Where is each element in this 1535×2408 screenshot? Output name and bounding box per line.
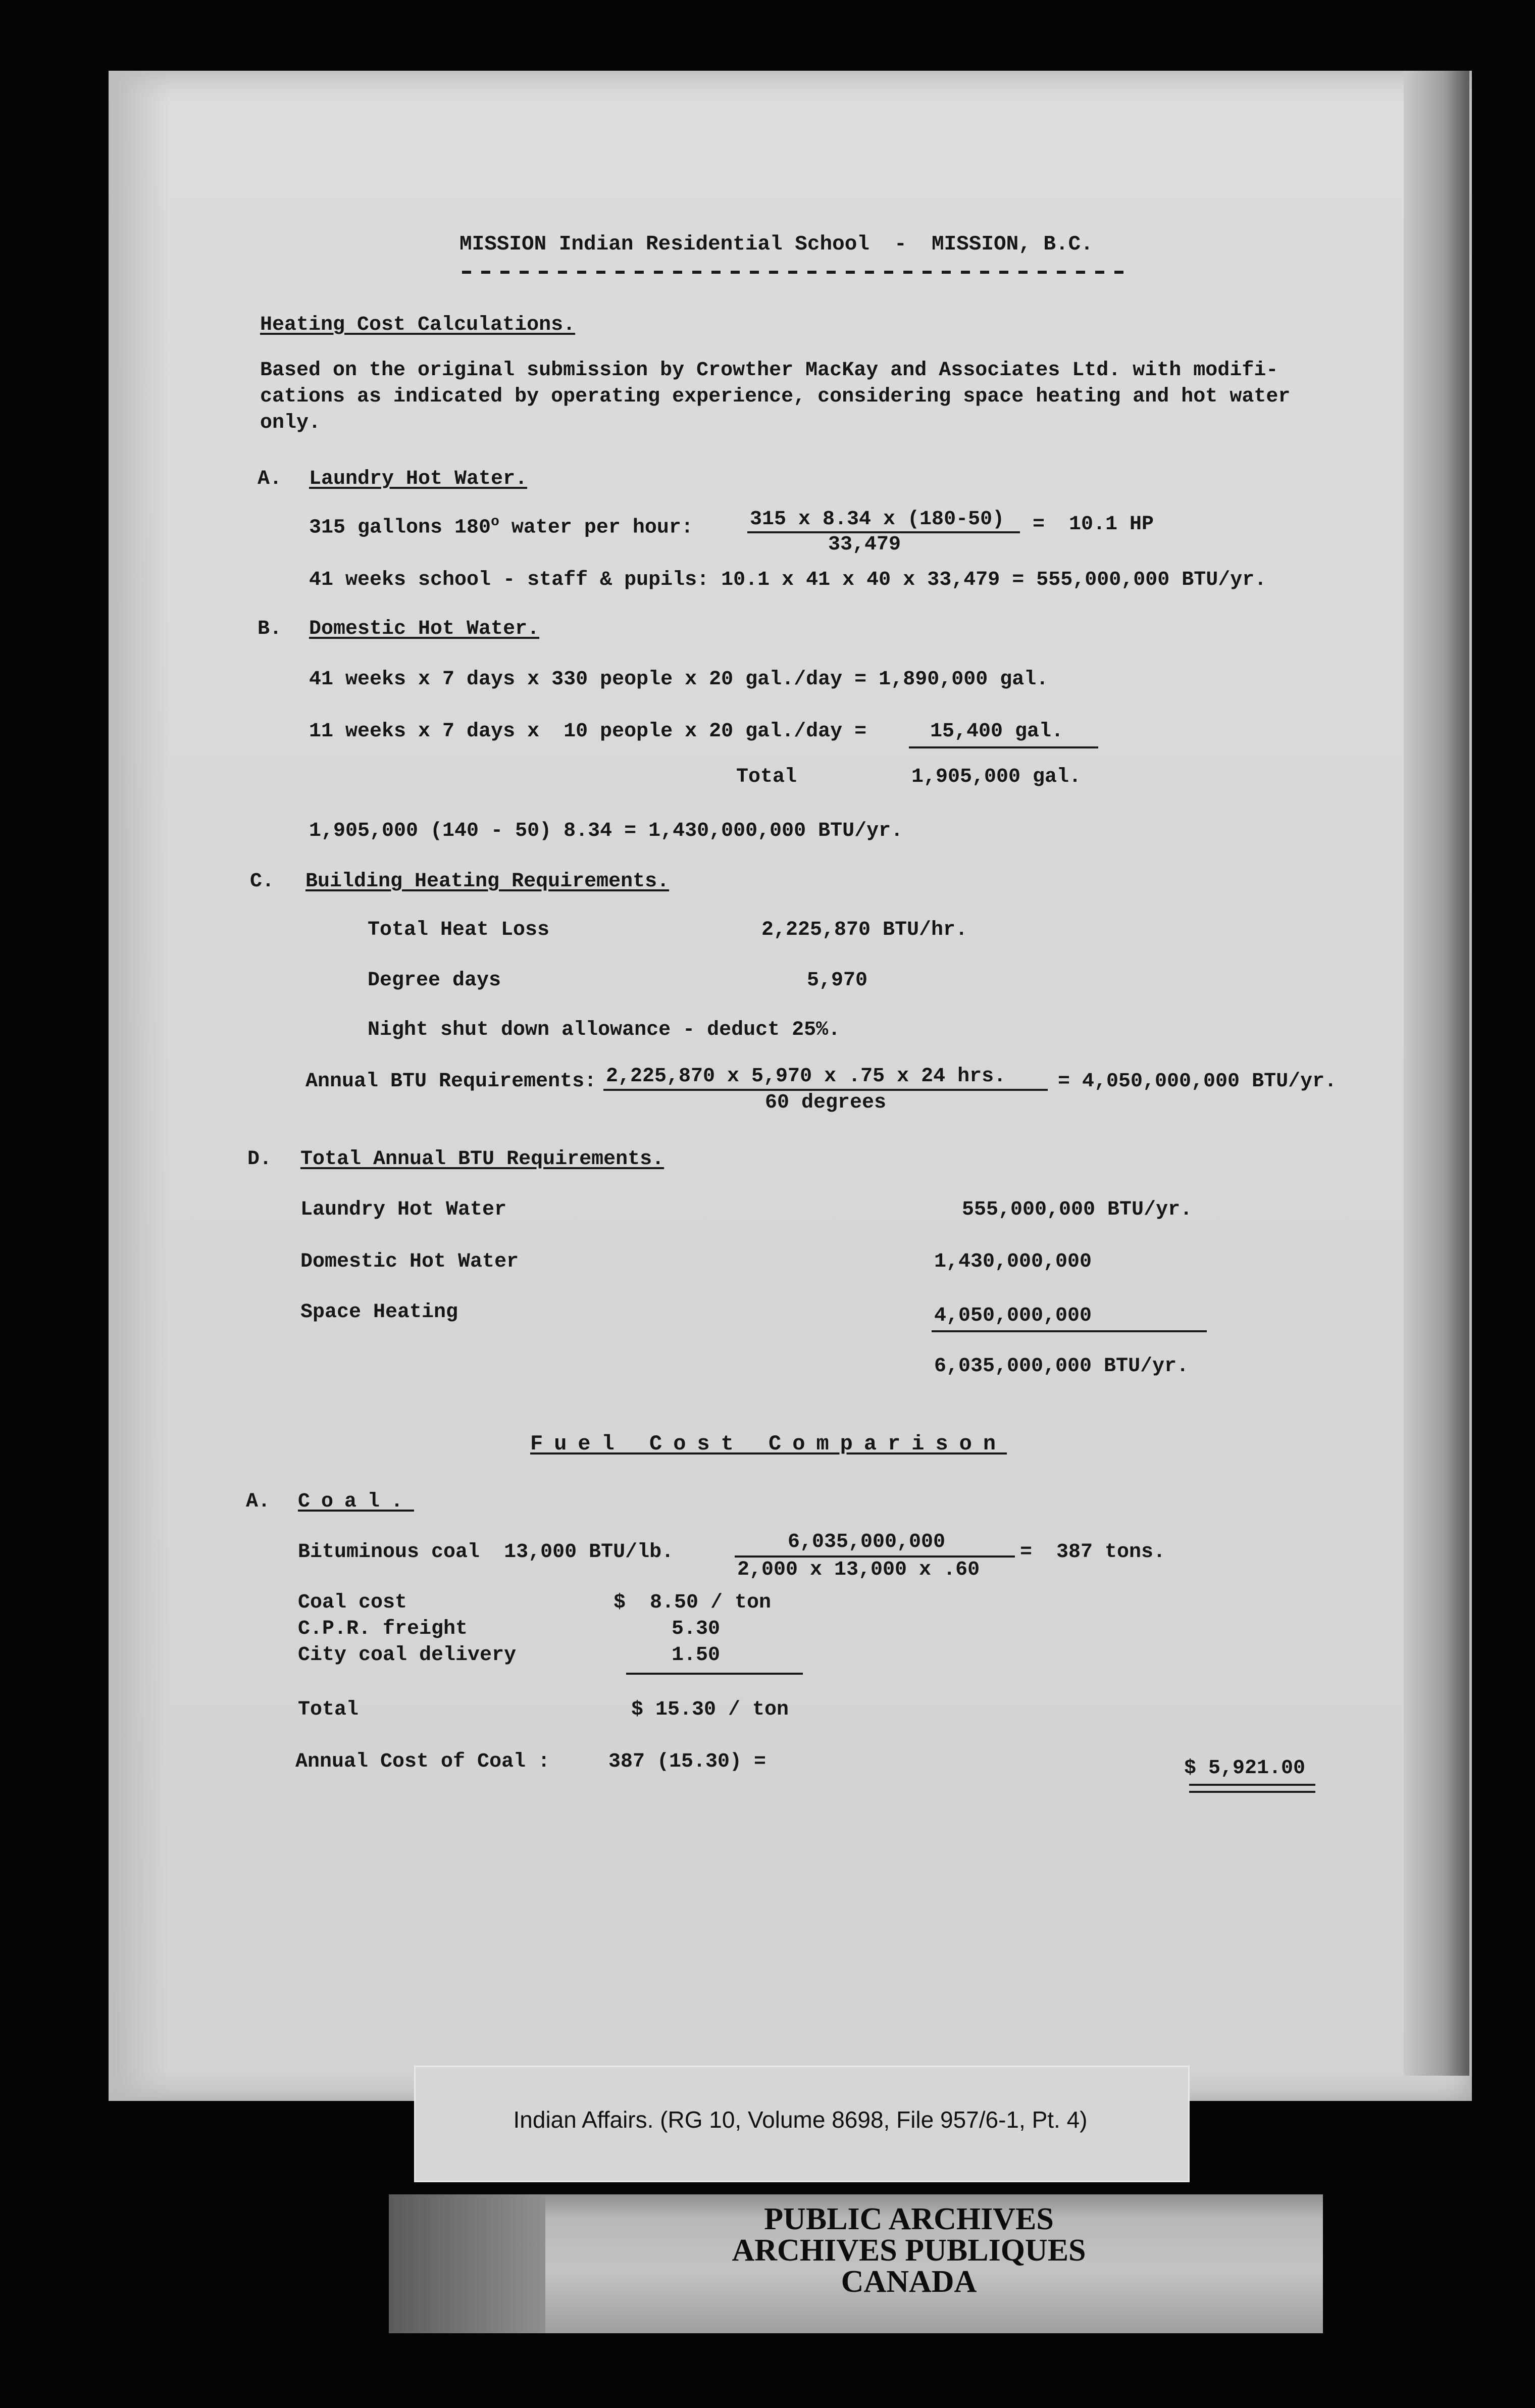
coal-section-title: Coal. bbox=[298, 1490, 415, 1513]
laundry-numerator: 315 x 8.34 x (180-50) bbox=[750, 508, 1005, 531]
section-d-letter: D. bbox=[247, 1148, 272, 1171]
annual-coal-label: Annual Cost of Coal : bbox=[295, 1750, 550, 1773]
annual-coal-value: $ 5,921.00 bbox=[1184, 1757, 1306, 1780]
laundry-line-2: 41 weeks school - staff & pupils: 10.1 x 41 x 40 x 33,479 = 555,000,000 BTU/yr. bbox=[309, 569, 1267, 591]
domestic-line-2: 11 weeks x 7 days x 10 people x 20 gal./day = bbox=[309, 720, 867, 743]
coal-cost-value: 1.50 bbox=[672, 1644, 721, 1667]
archive-stamp-line-1: PUBLIC ARCHIVES bbox=[764, 2202, 1054, 2236]
page-left-shadow bbox=[109, 71, 169, 2101]
annual-coal-formula: 387 (15.30) = bbox=[608, 1750, 766, 1773]
archive-strip-shadow bbox=[389, 2194, 545, 2333]
coal-section-letter: A. bbox=[246, 1490, 271, 1513]
archive-stamp-line-3: CANADA bbox=[841, 2265, 977, 2299]
coal-cost-sum-rule bbox=[626, 1673, 803, 1675]
fuel-cost-title: Fuel Cost Comparison bbox=[530, 1432, 1007, 1456]
total-row-label: Laundry Hot Water bbox=[300, 1198, 507, 1221]
coal-total-value: $ 15.30 / ton bbox=[631, 1698, 789, 1721]
coal-cost-value: $ 8.50 / ton bbox=[613, 1591, 772, 1614]
grand-total-rule bbox=[932, 1330, 1207, 1332]
domestic-line-2-value: 15,400 gal. bbox=[930, 720, 1064, 743]
annual-btu-label: Annual BTU Requirements: bbox=[305, 1070, 597, 1093]
total-row-label: Space Heating bbox=[300, 1301, 458, 1324]
coal-total-label: Total bbox=[298, 1698, 359, 1721]
section-title: Heating Cost Calculations. bbox=[260, 314, 576, 336]
total-row-value: 555,000,000 BTU/yr. bbox=[962, 1198, 1193, 1221]
annual-coal-double-rule bbox=[1189, 1784, 1315, 1793]
intro-line-1: Based on the original submission by Crowther MacKay and Associates Ltd. with modifi- bbox=[260, 359, 1278, 382]
coal-cost-value: 5.30 bbox=[672, 1618, 721, 1640]
bituminous-label: Bituminous coal 13,000 BTU/lb. bbox=[298, 1541, 674, 1564]
coal-fraction-bar bbox=[735, 1556, 1015, 1558]
coal-numerator: 6,035,000,000 bbox=[788, 1531, 946, 1553]
domestic-sum-rule bbox=[909, 746, 1098, 748]
section-d-title: Total Annual BTU Requirements. bbox=[300, 1148, 664, 1171]
coal-cost-label: City coal delivery bbox=[298, 1644, 517, 1667]
night-shutdown: Night shut down allowance - deduct 25%. bbox=[368, 1019, 841, 1041]
domestic-line-4: 1,905,000 (140 - 50) 8.34 = 1,430,000,000 BTU/yr. bbox=[309, 820, 903, 842]
section-b-title: Domestic Hot Water. bbox=[309, 618, 540, 640]
coal-cost-label: Coal cost bbox=[298, 1591, 407, 1614]
section-b-letter: B. bbox=[258, 618, 282, 640]
coal-cost-label: C.P.R. freight bbox=[298, 1618, 468, 1640]
section-a-title: Laundry Hot Water. bbox=[309, 468, 528, 490]
laundry-denominator: 33,479 bbox=[828, 533, 901, 556]
laundry-line-1-label: 315 gallons 180$^o$ water per hour: bbox=[309, 514, 693, 539]
heat-loss-value: 2,225,870 BTU/hr. bbox=[761, 919, 968, 941]
laundry-result: = 10.1 HP bbox=[1033, 513, 1154, 536]
coal-denominator: 2,000 x 13,000 x .60 bbox=[737, 1559, 980, 1581]
page-right-edge bbox=[1404, 71, 1469, 2076]
heat-loss-label: Total Heat Loss bbox=[368, 919, 550, 941]
domestic-total-value: 1,905,000 gal. bbox=[911, 766, 1082, 788]
grand-total-value: 6,035,000,000 BTU/yr. bbox=[934, 1355, 1189, 1378]
degree-days-value: 5,970 bbox=[807, 969, 868, 992]
reference-label: Indian Affairs. (RG 10, Volume 8698, File 957/6-1, Pt. 4) bbox=[513, 2106, 1088, 2133]
domestic-line-1: 41 weeks x 7 days x 330 people x 20 gal./day = 1,890,000 gal. bbox=[309, 668, 1049, 691]
coal-tons-result: = 387 tons. bbox=[1020, 1541, 1166, 1564]
total-row-value: 1,430,000,000 bbox=[934, 1250, 1092, 1273]
degree-days-label: Degree days bbox=[368, 969, 501, 992]
annual-btu-numerator: 2,225,870 x 5,970 x .75 x 24 hrs. bbox=[606, 1065, 1006, 1088]
section-c-title: Building Heating Requirements. bbox=[305, 870, 670, 893]
archive-stamp-line-2: ARCHIVES PUBLIQUES bbox=[732, 2233, 1086, 2268]
domestic-total-label: Total bbox=[736, 766, 797, 788]
section-a-letter: A. bbox=[258, 468, 282, 490]
document-header: MISSION Indian Residential School - MISSION, B.C. bbox=[459, 233, 1093, 256]
intro-line-3: only. bbox=[260, 412, 321, 434]
section-c-letter: C. bbox=[250, 870, 275, 893]
annual-btu-result: = 4,050,000,000 BTU/yr. bbox=[1058, 1070, 1337, 1093]
total-row-label: Domestic Hot Water bbox=[300, 1250, 519, 1273]
intro-line-2: cations as indicated by operating experience, considering space heating and hot water bbox=[260, 385, 1291, 408]
annual-btu-denominator: 60 degrees bbox=[765, 1091, 887, 1114]
total-row-value: 4,050,000,000 bbox=[934, 1305, 1092, 1327]
header-dashed-rule bbox=[462, 271, 1134, 274]
